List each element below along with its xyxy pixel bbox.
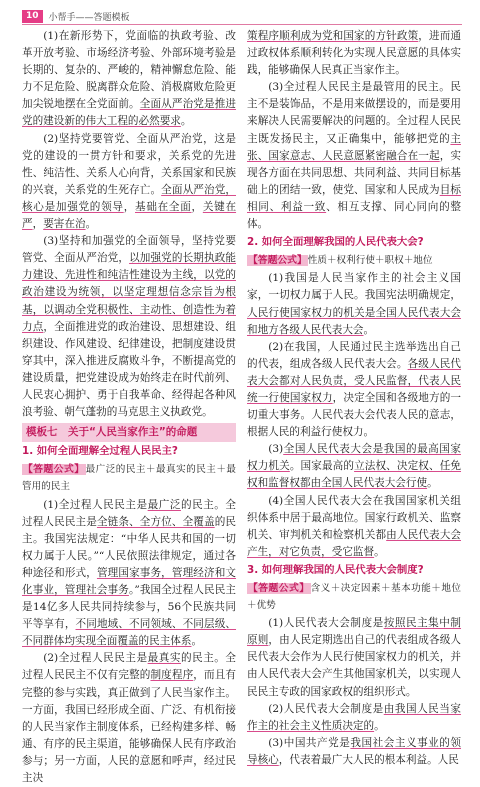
underlined-text: 人民行使国家权力的机关是全国人民代表大会和地方各级人民代表大会 (247, 306, 461, 336)
paragraph (247, 79, 461, 233)
answer-formula (247, 252, 461, 269)
text-run: 。 (374, 545, 385, 558)
underlined-text: 最广泛 (147, 498, 181, 511)
text-run: (3) (268, 443, 284, 456)
text-run: (2)全过程人民民主是 (43, 652, 148, 665)
underlined-text: 全面从严治党是推进党的建设新的伟大工程的必然要求 (22, 98, 237, 128)
text-run: (3)中国共产党是 (268, 736, 351, 749)
page-header (22, 8, 462, 25)
module-heading: 模板七 关于“人民当家作主”的命题 (22, 423, 236, 442)
underlined-text: 最真实 (147, 652, 181, 665)
left-column (22, 28, 236, 787)
text-run: 。 (374, 719, 385, 732)
text-run: ，进而通过政权体系顺利转化为实现人民意愿的具体实践，能够确保人民真正当家作主。 (247, 30, 462, 77)
underlined-text: 按照民主集中制原则 (247, 617, 462, 647)
formula-text: 最广泛的民主＋最真实的民主＋最管用的民主 (22, 464, 237, 493)
formula-tag: 【答题公式】 (248, 255, 307, 267)
answer-formula (22, 461, 236, 495)
underlined-text: 不同地域、不同领域、不同层级、不同群体均实现全面覆盖的民主体系 (22, 618, 237, 648)
text-run: (3)坚持和加强党的全面领导，坚持党要管党、全面从严治党， (22, 235, 236, 265)
underlined-text: 全链条、全方位、全覆盖 (96, 515, 215, 528)
text-run: (2)坚持党要管党、全面从严治党，这是党的建设的一贯方针和要求，关系党的先进性、纯洁性、关系人心向背，关系国家和民族的兴衰，关系党的生死存亡。 (22, 132, 236, 196)
underlined-text: 以加强党的长期执政能力建设、先进性和纯洁性建设为主线，以党的政治建设为统领，以坚定理想信念宗旨为根基，以调动全党积极性、主动性、创造性为着力点 (22, 252, 237, 333)
formula-text: 性质＋权利行使＋职权＋地位 (307, 255, 433, 267)
text-run: ， (123, 200, 136, 213)
text-run: ，决定全国和各级地方的一切重大事务。人民代表大会代表人民的意志，根据人民的利益行使权力。 (247, 391, 462, 439)
text-run: ，而且有完整的参与实践，真正做到了人民当家作主。一方面，我国已经形成全面、广泛、有机衔接的人民当家作主制度体系，已经构建多样、畅通、有序的民主渠道，能够确保人民有序政治参与；另一方面，人民的意愿和呼声，经过民主决 (22, 669, 237, 785)
text-run: ，由人民定期选出自己的代表组成各级人民代表大会作为人民行使国家权力的机关，并由人民代表大会产生其他国家机关，以实现人民民主专政的国家政权的组织形式。 (247, 634, 462, 698)
underlined-text: 主张、国家意志、人民意愿紧密融合在一起 (247, 132, 461, 162)
text-run: 。 (191, 635, 203, 648)
underlined-text: 由我国人民当家作主的社会主义性质决定的 (247, 702, 462, 732)
text-run: ， (191, 200, 203, 213)
text-run: 、相互支撑、同心同向的整体。 (247, 200, 462, 231)
underlined-text: 我国社会主义事业的领导核心 (247, 736, 461, 766)
underlined-text: 各级人民代表大会都对人民负责，受人民监督，代表人民统一行使国家权力 (247, 357, 462, 404)
paragraph (247, 441, 461, 492)
text-run: 的民主。全过程人民民主不仅有完整的 (22, 652, 237, 682)
underlined-text: 由人民代表大会产生，对它负责，受它监督 (247, 528, 461, 558)
paragraph (247, 701, 461, 735)
paragraph (22, 650, 236, 787)
underlined-text: 制度程序 (150, 669, 194, 682)
text-run: (3)全过程人民民主是最管用的民主。民主不是装饰品，不是用来做摆设的，而是要用来解决人民需要解决的问题的。全过程人民民主既发扬民主，又正确集中，能够把党的 (247, 81, 461, 145)
underlined-text: 目标相同、利益一致 (247, 183, 462, 213)
text-run: ， (32, 218, 44, 231)
text-run: (1)在新形势下，党面临的执政考验、改革开放考验、市场经济考验、外部环境考验是长期的、复杂的、严峻的，精神懈怠危险、能力不足危险、脱离群众危险、消极腐败危险更加尖锐地摆在全党面前。 (22, 30, 236, 111)
page-number: 10 (22, 10, 43, 23)
text-run: ，全面推进党的政治建设、思想建设、组织建设、作风建设、纪律建设，把制度建设贯穿其中，深入推进反腐败斗争，不断提高党的建设质量，把党建设成为始终走在时代前列、人民衷心拥护、勇于自我革命、经得起各种风浪考验、朝气蓬勃的马克思主义执政党。 (22, 320, 237, 419)
underlined-text: 基础在全面 (135, 200, 192, 213)
text-run: (4)全国人民代表大会在我国国家机关组织体系中居于最高地位。国家行政机关、监察机关、审判机关和检察机关都 (247, 494, 461, 541)
underlined-text: 关键在严 (22, 200, 237, 231)
text-run: 。 (180, 115, 192, 128)
text-run: 。”我国全过程人民民主是14亿多人民共同持续参与，56个民族共同平等享有， (22, 584, 236, 631)
question-heading: 3. 如何理解我国的人民代表大会制度? (247, 563, 424, 576)
paragraph (22, 131, 236, 234)
running-title: 小帮手——答题模板 (48, 12, 130, 23)
paragraph (247, 270, 461, 338)
paragraph (22, 497, 236, 651)
underlined-text: 管理国家事务，管理经济和文化事业，管理社会事务 (22, 566, 237, 596)
text-run: 。国家最高的 (289, 460, 355, 473)
underlined-text: 全国人民代表大会是我国的最高国家权力机关 (247, 443, 461, 473)
text-run: (1)我国是人民当家作主的社会主义国家，一切权力属于人民。我国宪法明确规定， (247, 272, 461, 302)
text-run: (2)人民代表大会制度是 (268, 702, 384, 715)
question-heading: 1. 如何全面理解全过程人民民主? (22, 445, 178, 458)
text-run: ，实现各方面在共同思想、共同利益、共同目标基础上的团结一致，使党、国家和人民成为 (247, 149, 462, 196)
text-run: 。 (85, 218, 97, 231)
formula-tag: 【答题公式】 (248, 583, 310, 594)
text-run: 的民主。全过程人民民主是 (22, 498, 237, 528)
text-run: (1)人民代表大会制度是 (268, 617, 384, 630)
text-run: (1)全过程人民民主是 (43, 498, 148, 511)
text-run: 。 (427, 477, 438, 490)
formula-tag: 【答题公式】 (23, 464, 85, 476)
answer-formula (247, 580, 461, 614)
underlined-text: 要害在治 (43, 218, 86, 231)
text-run: 的民主。我国宪法规定：“中华人民共和国的一切权力属于人民。”“人民依照法律规定，通过各种途径和形式， (22, 515, 237, 579)
text-run: 。 (363, 323, 375, 336)
right-column (247, 28, 461, 769)
paragraph (22, 233, 236, 421)
formula-text: 含义＋决定因素＋基本功能＋地位＋优势 (247, 583, 462, 612)
paragraph (247, 339, 461, 442)
question-heading: 2. 如何全面理解我国的人民代表大会? (247, 236, 424, 249)
underlined-text: 策程序顺利成为党和国家的方针政策 (247, 30, 419, 42)
text-run: (2)在我国，人民通过民主选举选出自己的代表，组成各级人民代表大会。 (247, 340, 461, 370)
underlined-text: 立法权、决定权、任免权和监督权都由全国人民代表大会行使 (247, 460, 462, 490)
paragraph (247, 493, 461, 561)
paragraph (247, 615, 461, 700)
text-run: ，代表着最广大人民的根本利益。人民 (278, 753, 459, 766)
paragraph (247, 735, 461, 769)
paragraph (22, 28, 236, 131)
underlined-text: 全面从严治党，核心是加强党的领导 (22, 183, 236, 213)
paragraph (247, 28, 461, 79)
